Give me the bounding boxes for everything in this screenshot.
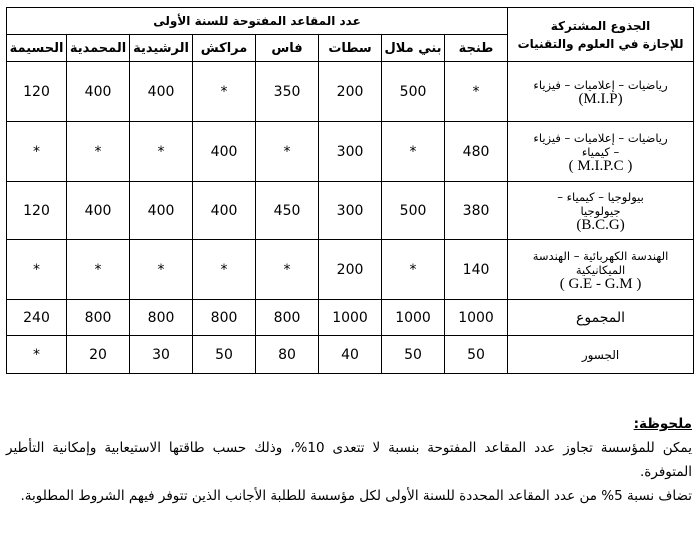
branch-label-line: بيولوجيا – كيمياء – — [557, 189, 644, 204]
branch-label — [508, 240, 694, 300]
total-cell: 800 — [256, 300, 319, 336]
total-label: المجموع — [508, 300, 694, 336]
table-cell: 20 — [67, 336, 130, 374]
notes-section — [6, 412, 692, 508]
bridges-label: الجسور — [508, 336, 694, 374]
branch-label-line: الميكانيكية — [575, 262, 626, 277]
branch-code: (B.C.G) — [576, 216, 625, 233]
note-paragraph: تضاف نسبة 5% من عدد المقاعد المحددة للسنة الأولى لكل مؤسسة للطلبة الأجانب الذين تتوفر فيهم الشروط المطلوبة. — [20, 488, 692, 504]
branches-header — [508, 8, 694, 62]
notes-heading: ملحوظة: — [633, 416, 692, 432]
total-cell: 800 — [193, 300, 256, 336]
table-cell: 400 — [67, 182, 130, 240]
total-cell: 1000 — [319, 300, 382, 336]
table-cell: 300 — [319, 182, 382, 240]
branch-label — [508, 182, 694, 240]
table-row — [7, 62, 694, 122]
note-paragraph: يمكن للمؤسسة تجاوز عدد المقاعد المفتوحة بنسبة لا تتعدى 10%، وذلك حسب طاقتها الاستيعابية وإمكانية التأطير المتوفرة. — [6, 440, 692, 480]
table-cell: * — [67, 240, 130, 300]
table-cell: 80 — [256, 336, 319, 374]
branch-label-line: – كيمياء — [581, 144, 620, 159]
table-cell: 40 — [319, 336, 382, 374]
branch-code: ( G.E - G.M ) — [559, 275, 642, 292]
bridges-row — [7, 336, 694, 374]
table-row — [7, 240, 694, 300]
city-header-tanger: طنجة — [445, 35, 508, 62]
table-cell: 500 — [382, 182, 445, 240]
table-cell: 120 — [7, 62, 67, 122]
branch-label-line: رياضيات – إعلاميات – فيزياء — [533, 77, 668, 92]
branch-code: ( M.I.P.C ) — [568, 157, 633, 174]
table-cell: 50 — [193, 336, 256, 374]
table-cell: 480 — [445, 122, 508, 182]
table-row — [7, 122, 694, 182]
table-cell: * — [130, 240, 193, 300]
table-cell: * — [256, 122, 319, 182]
table-cell: 350 — [256, 62, 319, 122]
city-header-settat: سطات — [319, 35, 382, 62]
branch-label-line: جيولوجيا — [580, 203, 621, 218]
table-cell: 30 — [130, 336, 193, 374]
table-cell: 400 — [130, 62, 193, 122]
branch-code: (M.I.P) — [578, 90, 623, 107]
table-cell: * — [7, 122, 67, 182]
table-cell: 200 — [319, 62, 382, 122]
branches-header-line1: الجذوع المشتركة — [550, 18, 651, 33]
total-cell: 1000 — [445, 300, 508, 336]
branches-header-line2: للإجازة في العلوم والتقنيات — [517, 36, 684, 51]
table-cell: * — [193, 240, 256, 300]
table-row — [7, 182, 694, 240]
branch-label-line: رياضيات – إعلاميات – فيزياء — [533, 130, 668, 145]
branch-label-line: الهندسة الكهربائية – الهندسة — [532, 248, 669, 263]
city-header-fes: فاس — [256, 35, 319, 62]
table-cell: * — [7, 336, 67, 374]
table-cell: 380 — [445, 182, 508, 240]
total-cell: 800 — [67, 300, 130, 336]
table-cell: 400 — [193, 122, 256, 182]
table-cell: 500 — [382, 62, 445, 122]
table-cell: 400 — [130, 182, 193, 240]
table-cell: 200 — [319, 240, 382, 300]
branch-label — [508, 62, 694, 122]
city-header-marrakech: مراكش — [193, 35, 256, 62]
table-cell: * — [445, 62, 508, 122]
city-header-mohammedia: المحمدية — [67, 35, 130, 62]
total-cell: 800 — [130, 300, 193, 336]
table-cell: 400 — [193, 182, 256, 240]
seats-table — [6, 7, 694, 374]
table-cell: 50 — [382, 336, 445, 374]
seats-header: عدد المقاعد المفتوحة للسنة الأولى — [7, 8, 508, 35]
table-cell: * — [382, 122, 445, 182]
table-cell: 450 — [256, 182, 319, 240]
city-header-benimellal: بني ملال — [382, 35, 445, 62]
table-cell: * — [67, 122, 130, 182]
table-cell: * — [256, 240, 319, 300]
table-cell: 50 — [445, 336, 508, 374]
total-cell: 1000 — [382, 300, 445, 336]
table-cell: * — [382, 240, 445, 300]
table-cell: 400 — [67, 62, 130, 122]
city-header-errachidia: الرشيدية — [130, 35, 193, 62]
table-cell: * — [7, 240, 67, 300]
table-cell: 140 — [445, 240, 508, 300]
table-cell: 120 — [7, 182, 67, 240]
city-header-alhoceima: الحسيمة — [7, 35, 67, 62]
table-cell: * — [130, 122, 193, 182]
table-cell: * — [193, 62, 256, 122]
branch-label — [508, 122, 694, 182]
table-cell: 300 — [319, 122, 382, 182]
total-row — [7, 300, 694, 336]
total-cell: 240 — [7, 300, 67, 336]
